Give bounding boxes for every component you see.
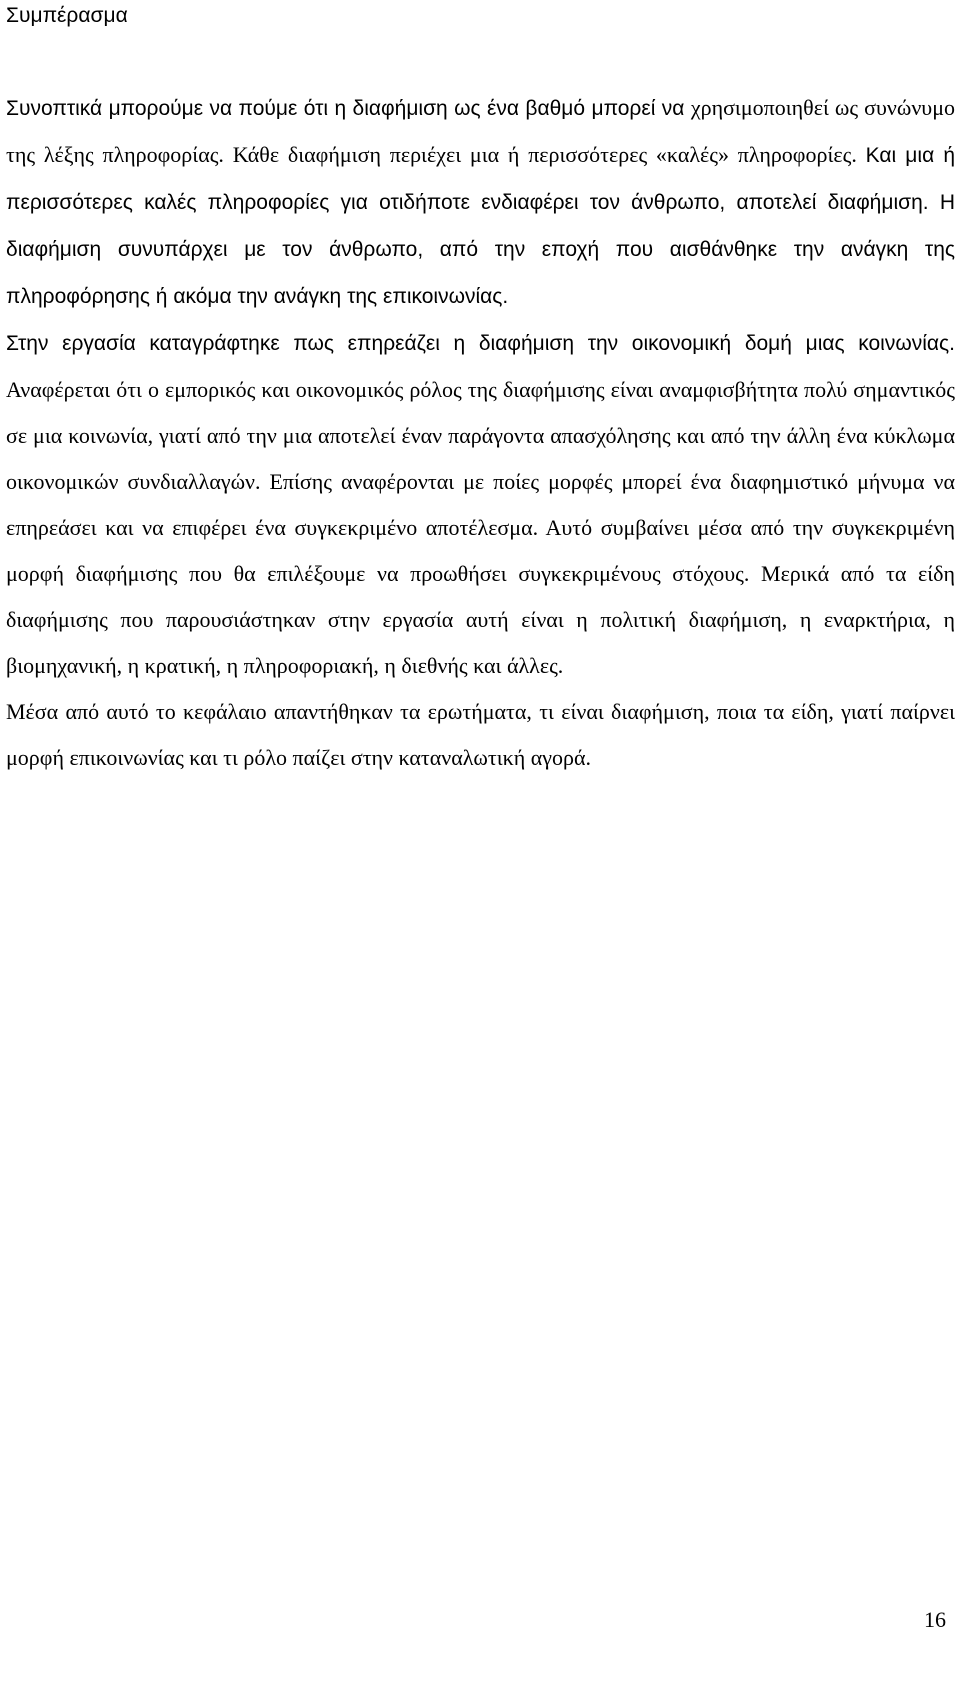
paragraph-text: Και μια ή περισσότερες καλές πληροφορίες για οτιδήποτε ενδιαφέρει τον άνθρωπο, αποτελεί διαφήμιση. Η διαφήμιση συνυπάρχει με τον άνθρωπο, από την εποχή που αισθάνθηκε την ανάγκη της πληροφόρησης ή ακόμα την ανάγκη της επικοινωνίας. xyxy=(6,144,955,308)
page-number: 16 xyxy=(924,1607,946,1632)
paragraph-text: Αναφέρεται ότι ο εμπορικός και οικονομικός ρόλος της διαφήμισης είναι αναμφισβήτητα πολύ σημαντικός σε μια κοινωνία, γιατί από την μια αποτελεί έναν παράγοντα απασχόλησης και από την άλλη ένα κύκλωμα οικονομικών συνδιαλλαγών. Επίσης αναφέρονται με ποίες μορφές μπορεί ένα διαφημιστικό μήνυμα να επηρεάσει και να επιφέρει ένα συγκεκριμένο αποτέλεσμα. Αυτό συμβαίνει μέσα από την συγκεκριμένη μορφή διαφήμισης που θα επιλέξουμε να προωθήσει συγκεκριμένους στόχους. Μερικά από τα είδη διαφήμισης που παρουσιάστηκαν στην εργασία αυτή είναι η πολιτική διαφήμιση, η εναρκτήρια, η βιομηχανική, η κρατική, η πληροφοριακή, η διεθνής και άλλες. xyxy=(6,377,955,678)
paragraph-text: Στην εργασία καταγράφτηκε πως επηρεάζει η διαφήμιση την οικονομική δομή μιας κοινωνίας. xyxy=(6,332,955,355)
paragraph-conclusion xyxy=(6,689,955,781)
paragraph-text: χρησιμοποιηθεί ως συνώνυμο της λέξης πληροφορίας. Κάθε διαφήμιση περιέχει μια ή περισσότερες «καλές» πληροφορίες. xyxy=(6,95,955,167)
paragraph-text: Μέσα από αυτό το κεφάλαιο απαντήθηκαν τα ερωτήματα, τι είναι διαφήμιση, ποια τα είδη, γιατί παίρνει μορφή επικοινωνίας και τι ρόλο παίζει στην καταναλωτική αγορά. xyxy=(6,699,955,770)
paragraph-text: Συνοπτικά μπορούμε να πούμε ότι η διαφήμιση ως ένα βαθμό μπορεί να xyxy=(6,97,691,120)
paragraph-economy xyxy=(6,320,955,689)
paragraph-summary xyxy=(6,85,955,320)
body-text xyxy=(6,85,955,781)
section-heading: Συμπέρασμα xyxy=(6,4,128,27)
